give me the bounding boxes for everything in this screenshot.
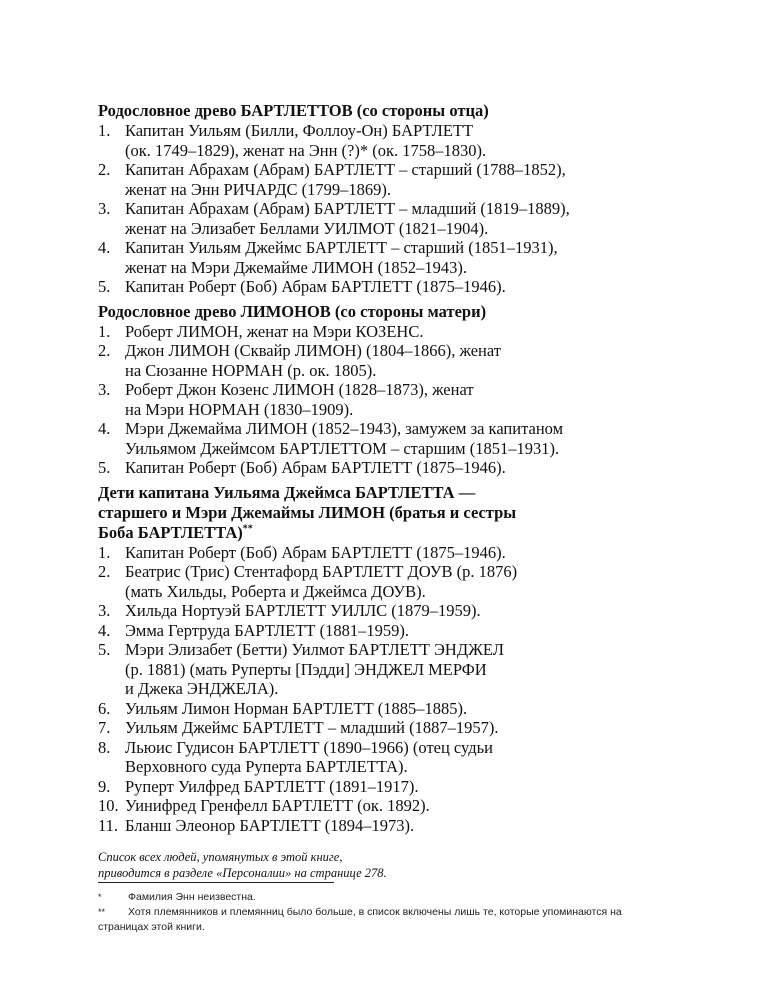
list-item bbox=[98, 199, 658, 238]
item-number: 3. bbox=[98, 601, 111, 620]
item-line: Льюис Гудисон БАРТЛЕТТ (1890–1966) (отец судьи bbox=[125, 737, 494, 757]
section-title-children bbox=[98, 483, 658, 543]
list-item bbox=[98, 121, 658, 160]
list-item bbox=[98, 816, 658, 836]
note-line: Список всех людей, упомянутых в этой книге, bbox=[98, 850, 343, 864]
item-number: 2. bbox=[98, 160, 111, 179]
item-text bbox=[125, 699, 658, 719]
note-line: приводится в разделе «Персоналии» на странице 278. bbox=[98, 866, 387, 880]
bartlett-tree-list bbox=[98, 121, 658, 297]
list-item bbox=[98, 601, 658, 621]
footnote-mark: * bbox=[98, 892, 102, 902]
item-number: 10. bbox=[98, 796, 119, 815]
item-text bbox=[125, 160, 658, 199]
list-item bbox=[98, 419, 658, 458]
item-line: Роберт Джон Козенс ЛИМОН (1828–1873), женат bbox=[125, 380, 474, 399]
footnote-line: Хотя племянников и племянниц было больше, в список включены лишь те, которые упоминаются на bbox=[128, 906, 622, 918]
list-item bbox=[98, 738, 658, 777]
list-item bbox=[98, 322, 658, 342]
item-line: Капитан Роберт (Боб) Абрам БАРТЛЕТТ (1875–1946). bbox=[125, 542, 506, 562]
item-line: Мэри Джемайма ЛИМОН (1852–1943), замужем за капитаном bbox=[125, 419, 564, 438]
item-text bbox=[125, 621, 658, 641]
item-number: 5. bbox=[98, 458, 111, 477]
limon-tree-list bbox=[98, 322, 658, 478]
item-number: 7. bbox=[98, 718, 111, 737]
item-text bbox=[125, 419, 658, 458]
list-item bbox=[98, 718, 658, 738]
list-item bbox=[98, 238, 658, 277]
footnote-text bbox=[98, 920, 658, 935]
item-line: Капитан Роберт (Боб) Абрам БАРТЛЕТТ (1875–1946). bbox=[125, 277, 506, 296]
item-text bbox=[125, 238, 658, 277]
list-item bbox=[98, 543, 658, 563]
item-line: Капитан Роберт (Боб) Абрам БАРТЛЕТТ (1875–1946). bbox=[125, 458, 506, 477]
item-line: Капитан Уильям Джеймс БАРТЛЕТТ – старший (1851–1931), bbox=[125, 238, 558, 257]
item-number: 3. bbox=[98, 380, 111, 399]
item-number: 4. bbox=[98, 620, 111, 640]
item-line: Беатрис (Трис) Стентафорд БАРТЛЕТТ ДОУВ (р. 1876) bbox=[125, 562, 518, 581]
list-item bbox=[98, 796, 658, 816]
list-item bbox=[98, 699, 658, 719]
list-item bbox=[98, 640, 658, 699]
item-number: 5. bbox=[98, 277, 111, 296]
list-item bbox=[98, 777, 658, 797]
item-text bbox=[125, 121, 658, 160]
index-note bbox=[98, 849, 658, 881]
footnote-text bbox=[128, 905, 658, 920]
section-title-limon-mother: Родословное древо ЛИМОНОВ (со стороны матери) bbox=[98, 301, 487, 321]
footnote-divider bbox=[98, 882, 334, 883]
footnote-continuation bbox=[98, 920, 658, 935]
item-number: 1. bbox=[98, 121, 111, 140]
item-line: Капитан Абрахам (Абрам) БАРТЛЕТТ – младший (1819–1889), bbox=[125, 199, 570, 218]
item-text bbox=[125, 796, 658, 816]
item-number: 4. bbox=[98, 238, 111, 257]
section-title-bartlett-father: Родословное древо БАРТЛЕТТОВ (со стороны отца) bbox=[98, 101, 489, 120]
item-line: Уильям Джеймс БАРТЛЕТТ – младший (1887–1957). bbox=[125, 718, 499, 737]
item-line: Руперт Уилфред БАРТЛЕТТ (1891–1917). bbox=[125, 776, 419, 796]
list-item bbox=[98, 458, 658, 478]
item-line: женат на Элизабет Беллами УИЛМОТ (1821–1904). bbox=[125, 218, 489, 238]
item-number: 5. bbox=[98, 640, 111, 659]
list-item bbox=[98, 562, 658, 601]
item-text bbox=[125, 777, 658, 797]
list-item bbox=[98, 380, 658, 419]
list-item bbox=[98, 621, 658, 641]
item-line: Джон ЛИМОН (Сквайр ЛИМОН) (1804–1866), женат bbox=[125, 341, 501, 360]
item-line: Эмма Гертруда БАРТЛЕТТ (1881–1959). bbox=[125, 620, 409, 640]
item-text bbox=[125, 341, 658, 380]
item-text bbox=[125, 199, 658, 238]
item-line: на Сюзанне НОРМАН (р. ок. 1805). bbox=[125, 360, 377, 380]
footnote-ref-mark: ** bbox=[242, 523, 253, 534]
item-number: 6. bbox=[98, 698, 111, 718]
item-line: Хильда Нортуэй БАРТЛЕТТ УИЛЛС (1879–1959). bbox=[125, 601, 481, 620]
item-text bbox=[125, 718, 658, 738]
item-line: Роберт ЛИМОН, женат на Мэри КОЗЕНС. bbox=[125, 321, 424, 341]
item-line: Верховного суда Руперта БАРТЛЕТТА). bbox=[125, 757, 408, 776]
footnote-text bbox=[128, 890, 658, 905]
item-line: Уинифред Гренфелл БАРТЛЕТТ (ок. 1892). bbox=[125, 796, 430, 815]
item-number: 4. bbox=[98, 419, 111, 438]
item-line: Уильям Лимон Норман БАРТЛЕТТ (1885–1885). bbox=[125, 698, 468, 718]
title-line: Дети капитана Уильяма Джеймса БАРТЛЕТТА — bbox=[98, 482, 476, 502]
genealogy-page bbox=[98, 101, 658, 881]
item-line: Капитан Уильям (Билли, Фоллоу-Он) БАРТЛЕТТ bbox=[125, 121, 474, 140]
item-line: Уильямом Джеймсом БАРТЛЕТТОМ – старшим (1851–1931). bbox=[125, 438, 560, 458]
item-line: (ок. 1749–1829), женат на Энн (?)* (ок. 1758–1830). bbox=[125, 140, 487, 160]
item-line: Бланш Элеонор БАРТЛЕТТ (1894–1973). bbox=[125, 815, 415, 835]
item-text bbox=[125, 640, 658, 699]
item-number: 11. bbox=[98, 815, 119, 835]
item-line: женат на Мэри Джемайме ЛИМОН (1852–1943). bbox=[125, 257, 468, 277]
title-line bbox=[98, 523, 658, 543]
item-line: (р. 1881) (мать Руперты [Пэдди] ЭНДЖЕЛ МЕРФИ bbox=[125, 659, 487, 679]
item-text bbox=[125, 322, 658, 342]
list-item bbox=[98, 160, 658, 199]
children-list bbox=[98, 543, 658, 836]
item-line: на Мэри НОРМАН (1830–1909). bbox=[125, 399, 354, 419]
item-number: 2. bbox=[98, 562, 111, 581]
item-text bbox=[125, 277, 658, 297]
footnote-line: страницах этой книги. bbox=[98, 921, 205, 933]
item-text bbox=[125, 601, 658, 621]
item-line: Мэри Элизабет (Бетти) Уилмот БАРТЛЕТТ ЭНДЖЕЛ bbox=[125, 640, 504, 659]
footnote-line: Фамилия Энн неизвестна. bbox=[128, 891, 256, 903]
title-line: старшего и Мэри Джемаймы ЛИМОН (братья и сестры bbox=[98, 502, 517, 522]
item-text bbox=[125, 816, 658, 836]
item-number: 9. bbox=[98, 776, 111, 796]
item-number: 2. bbox=[98, 341, 111, 360]
footnote bbox=[98, 890, 658, 905]
title-line-text: Боба БАРТЛЕТТА) bbox=[98, 522, 243, 542]
item-text bbox=[125, 738, 658, 777]
item-text bbox=[125, 458, 658, 478]
item-line: Капитан Абрахам (Абрам) БАРТЛЕТТ – старший (1788–1852), bbox=[125, 160, 566, 179]
item-number: 8. bbox=[98, 737, 111, 757]
footnote-mark: ** bbox=[98, 907, 106, 917]
list-item bbox=[98, 277, 658, 297]
item-text bbox=[125, 543, 658, 563]
footnotes bbox=[98, 890, 658, 935]
item-text bbox=[125, 380, 658, 419]
item-line: и Джека ЭНДЖЕЛА). bbox=[125, 679, 279, 698]
item-number: 3. bbox=[98, 199, 111, 218]
item-number: 1. bbox=[98, 542, 111, 562]
item-line: (мать Хильды, Роберта и Джеймса ДОУВ). bbox=[125, 581, 426, 601]
item-text bbox=[125, 562, 658, 601]
list-item bbox=[98, 341, 658, 380]
footnote bbox=[98, 905, 658, 920]
item-line: женат на Энн РИЧАРДС (1799–1869). bbox=[125, 179, 391, 199]
item-number: 1. bbox=[98, 321, 111, 341]
